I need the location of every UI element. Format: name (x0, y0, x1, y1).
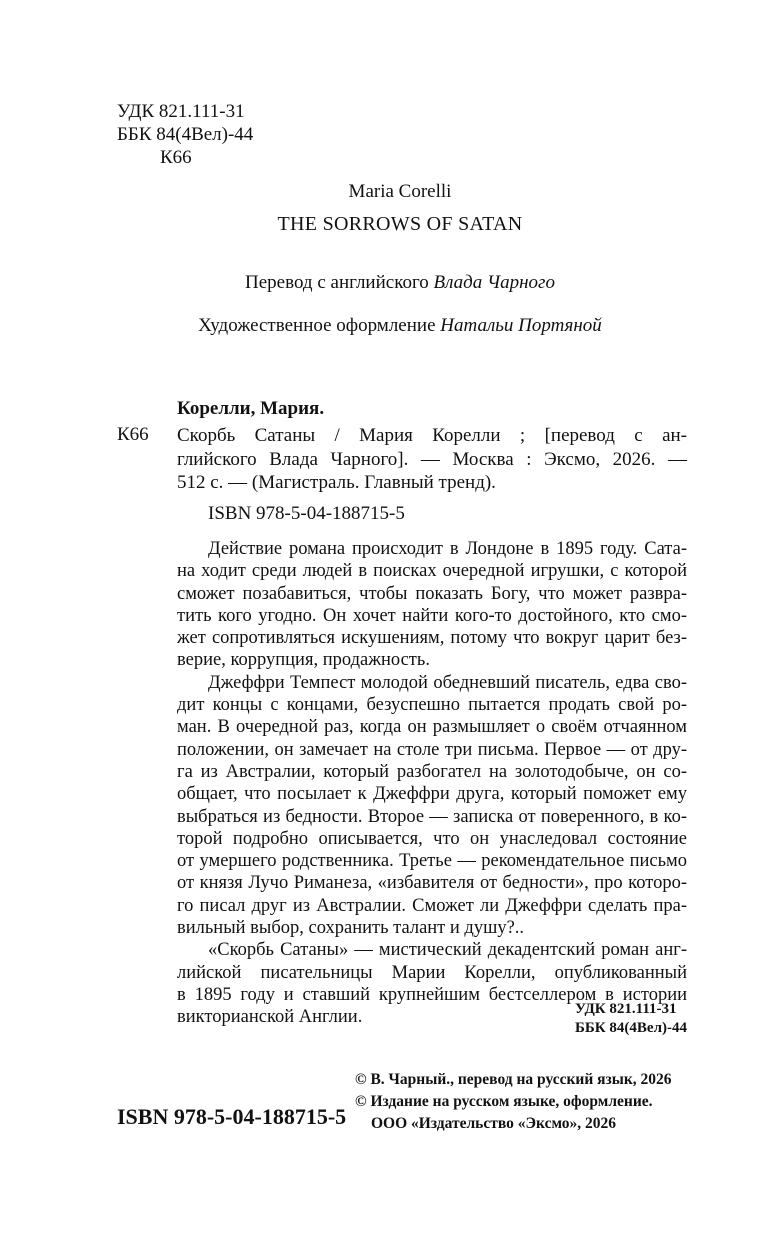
annotation-line: на ходит среди людей в поисках очередной игрушки, с которой (177, 561, 687, 582)
translator-prefix: Перевод с английского (245, 272, 429, 293)
annotation-line: торой подробно описывается, что он унаследовал состояние (177, 828, 687, 849)
annotation-line: тить кого угодно. Он хочет найти кого-то достойного, кто смо- (177, 605, 687, 626)
design-prefix: Художественное оформление (198, 315, 436, 336)
bbk-code: ББК 84(4Вел)-44 (117, 124, 254, 145)
annotation-line: выбраться из бедности. Второе — записка от поверенного, в ко- (177, 806, 687, 827)
annotation-paragraph-1 (177, 538, 687, 672)
bib-line: 512 с. — (Магистраль. Главный тренд). (177, 472, 496, 493)
bib-line: глийского Влада Чарного]. — Москва : Эксмо, 2026. — (177, 448, 687, 470)
annotation-line: Джеффри Темпест молодой обедневший писатель, едва сво- (208, 672, 687, 693)
annotation-line: от князя Лучо Риманеза, «избавителя от бедности», про которо- (177, 873, 687, 894)
annotation-line: ман. В очередной раз, когда он размышляет о своём отчаянном (177, 717, 687, 738)
designer-name: Натальи Портяной (440, 315, 602, 336)
copyright-line: © Издание на русском языке, оформление. (355, 1093, 653, 1110)
annotation (177, 538, 687, 1029)
annotation-line: викторианской Англии. (177, 1007, 363, 1028)
udk-code: УДК 821.111-31 (117, 101, 245, 122)
annotation-paragraph-2 (177, 672, 687, 940)
annotation-line: положении, он замечает на столе три письма. Первое — от дру- (177, 739, 687, 760)
classification-codes (117, 100, 253, 169)
copyright-line: ООО «Издательство «Эксмо», 2026 (371, 1115, 617, 1132)
bib-author-heading: Корелли, Мария. (177, 398, 325, 419)
footer-isbn: ISBN 978-5-04-188715-5 (117, 1104, 347, 1129)
annotation-line: верие, коррупция, продажность. (177, 650, 430, 671)
copyright-line: © В. Чарный., перевод на русский язык, 2026 (355, 1071, 672, 1088)
footer-udk: УДК 821.111-31 (574, 1001, 677, 1017)
annotation-line: «Скорбь Сатаны» — мистический декадентский роман анг- (208, 940, 687, 961)
design-credit (0, 315, 768, 337)
annotation-line: Действие романа происходит в Лондоне в 1895 году. Сата- (208, 539, 687, 559)
bib-code: К66 (117, 424, 149, 445)
annotation-line: вильный выбор, сохранить талант и душу?.. (177, 918, 525, 939)
annotation-line: от умершего родственника. Третье — рекомендательное письмо (177, 851, 687, 872)
translator-name: Влада Чарного (433, 272, 555, 293)
translator-credit (0, 272, 768, 294)
annotation-line: общает, что посылает к Джеффри друга, который поможет ему (177, 784, 687, 805)
annotation-line: в 1895 году и ставший крупнейшим бестселлером в истории (177, 984, 687, 1005)
author-mark: К66 (160, 147, 192, 168)
annotation-line: га из Австралии, который разбогател на золотодобыче, он со- (177, 761, 687, 782)
original-author: Maria Corelli (348, 181, 452, 202)
bib-description (177, 424, 687, 495)
original-title: THE SORROWS OF SATAN (277, 213, 523, 235)
annotation-line: го писал друг из Австралии. Сможет ли Джеффри сделать пра- (177, 895, 687, 916)
bib-isbn: ISBN 978-5-04-188715-5 (208, 503, 405, 524)
footer-codes (575, 1000, 687, 1038)
annotation-line: лийской писательницы Марии Корелли, опубликованный (177, 962, 687, 983)
annotation-line: жет сопротивляться искушениям, потому что вокруг царит без- (177, 628, 687, 649)
bib-line: Скорбь Сатаны / Мария Корелли ; [перевод с ан- (177, 425, 687, 446)
footer-bbk: ББК 84(4Вел)-44 (574, 1020, 687, 1036)
annotation-line: сможет позабавиться, чтобы показать Богу, что может развра- (177, 583, 687, 604)
annotation-line: дит концы с концами, безуспешно пытается продать свой ро- (177, 695, 687, 716)
copyright-block (355, 1069, 672, 1135)
